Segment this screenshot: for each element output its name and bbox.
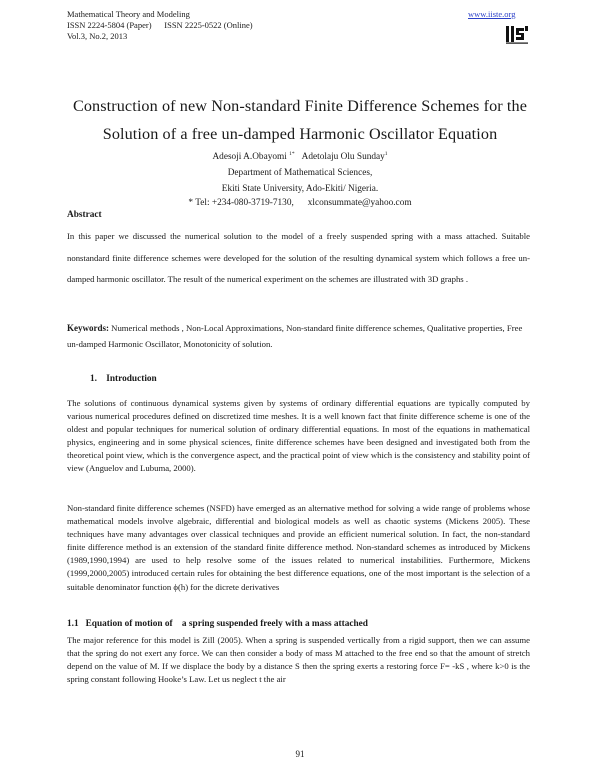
subsection-heading: 1.1 Equation of motion of a spring suspended freely with a mass attached	[67, 619, 368, 629]
journal-name: Mathematical Theory and Modeling	[67, 9, 190, 19]
paper-title-line2: Solution of a free un-damped Harmonic Oscillator Equation	[102, 125, 498, 143]
author-1-affiliation-mark: 1*	[289, 151, 295, 157]
author-2-affiliation-mark: 1	[384, 151, 388, 157]
paper-title-line1: Construction of new Non-standard Finite Difference Schemes for the	[72, 97, 528, 115]
abstract-text: In this paper we discussed the numerical solution to the model of a freely suspended spring with a mass attached. Suitable nonstandard finite difference schemes were developed for the solution of the resulting dynamical system which follows a free un-damped harmonic oscillator. The result of the numerical experiment on the schemes are illustrated with 3D graphs .	[67, 231, 530, 284]
keywords-label: Keywords:	[67, 323, 109, 333]
affiliation-contact: * Tel: +234-080-3719-7130, xlconsummate@yahoo.com	[188, 198, 412, 208]
abstract-heading: Abstract	[67, 210, 102, 220]
introduction-paragraph-2: Non-standard finite difference schemes (NSFD) have emerged as an alternative method for solving a wide range of problems whose mathematical models involve algebraic, differential and biological models as well as chaotic systems (Mickens 2005). These techniques have many advantages over classical techniques and provide an efficient numerical solution. In fact, the non-standard finite difference method is an extension of the standard finite difference method. Non-standard schemes as introduced by Mickens (1989,1990,1994) are used to help resolve some of the issues related to numerical instabilities. Furthermore, Mickens (1999,2000,2005) introduced certain rules for obtaining the best difference equations, one of the most important is the selection of a suitable denominator function ϕ(h) for the dicrete derivatives	[67, 503, 530, 592]
issn-line: ISSN 2224-5804 (Paper) ISSN 2225-0522 (Online)	[67, 20, 253, 30]
volume-line: Vol.3, No.2, 2013	[67, 31, 128, 41]
author-1: Adesoji A.Obayomi	[212, 152, 287, 163]
introduction-heading: 1. Introduction	[90, 374, 157, 384]
affiliation-univ: Ekiti State University, Ado-Ekiti/ Nigeria.	[221, 184, 379, 194]
journal-website-link[interactable]: www.iiste.org	[468, 9, 516, 19]
journal-header	[67, 9, 253, 42]
affiliation-dept: Department of Mathematical Sciences,	[227, 168, 373, 178]
iiste-logo	[506, 24, 528, 44]
author-2: Adetolaju Olu Sunday	[301, 152, 385, 163]
authors-line	[0, 151, 600, 162]
introduction-paragraph-1: The solutions of continuous dynamical systems given by systems of ordinary differential equations are typically computed by various numerical procedures defined on discretized time meshes. It is a well known fact that finite difference scheme is one of the oldest and popular techniques for numerical solution of ordinary differential equations. In most of the equations in mathematical physics, engineering and in some physical sciences, finite difference schemes have been designed and investigated both from the theoretical point view, which is the convergence aspect, and the practical point of view which is the consistency and stability point of view (Anguelov and Lubuma, 2000).	[67, 398, 530, 474]
keywords-text: Numerical methods , Non-Local Approximations, Non-standard finite difference schemes, Qualitative properties, Free un-damped Harmonic Oscillator, Monotonicity of solution.	[67, 323, 523, 349]
subsection-paragraph: The major reference for this model is Zill (2005). When a spring is suspended vertically from a rigid support, then we can assume that the spring do not exert any force. We can then consider a body of mass M attached to the free end so that the amount of stretch depend on the value of M. If we displace the body by a distance S then the spring exerts a restoring force F= -kS , where k>0 is the spring constant following Hooke’s Law. Let us neglect t the air	[67, 635, 530, 685]
page-number: 91	[295, 749, 305, 759]
keywords	[67, 320, 530, 352]
